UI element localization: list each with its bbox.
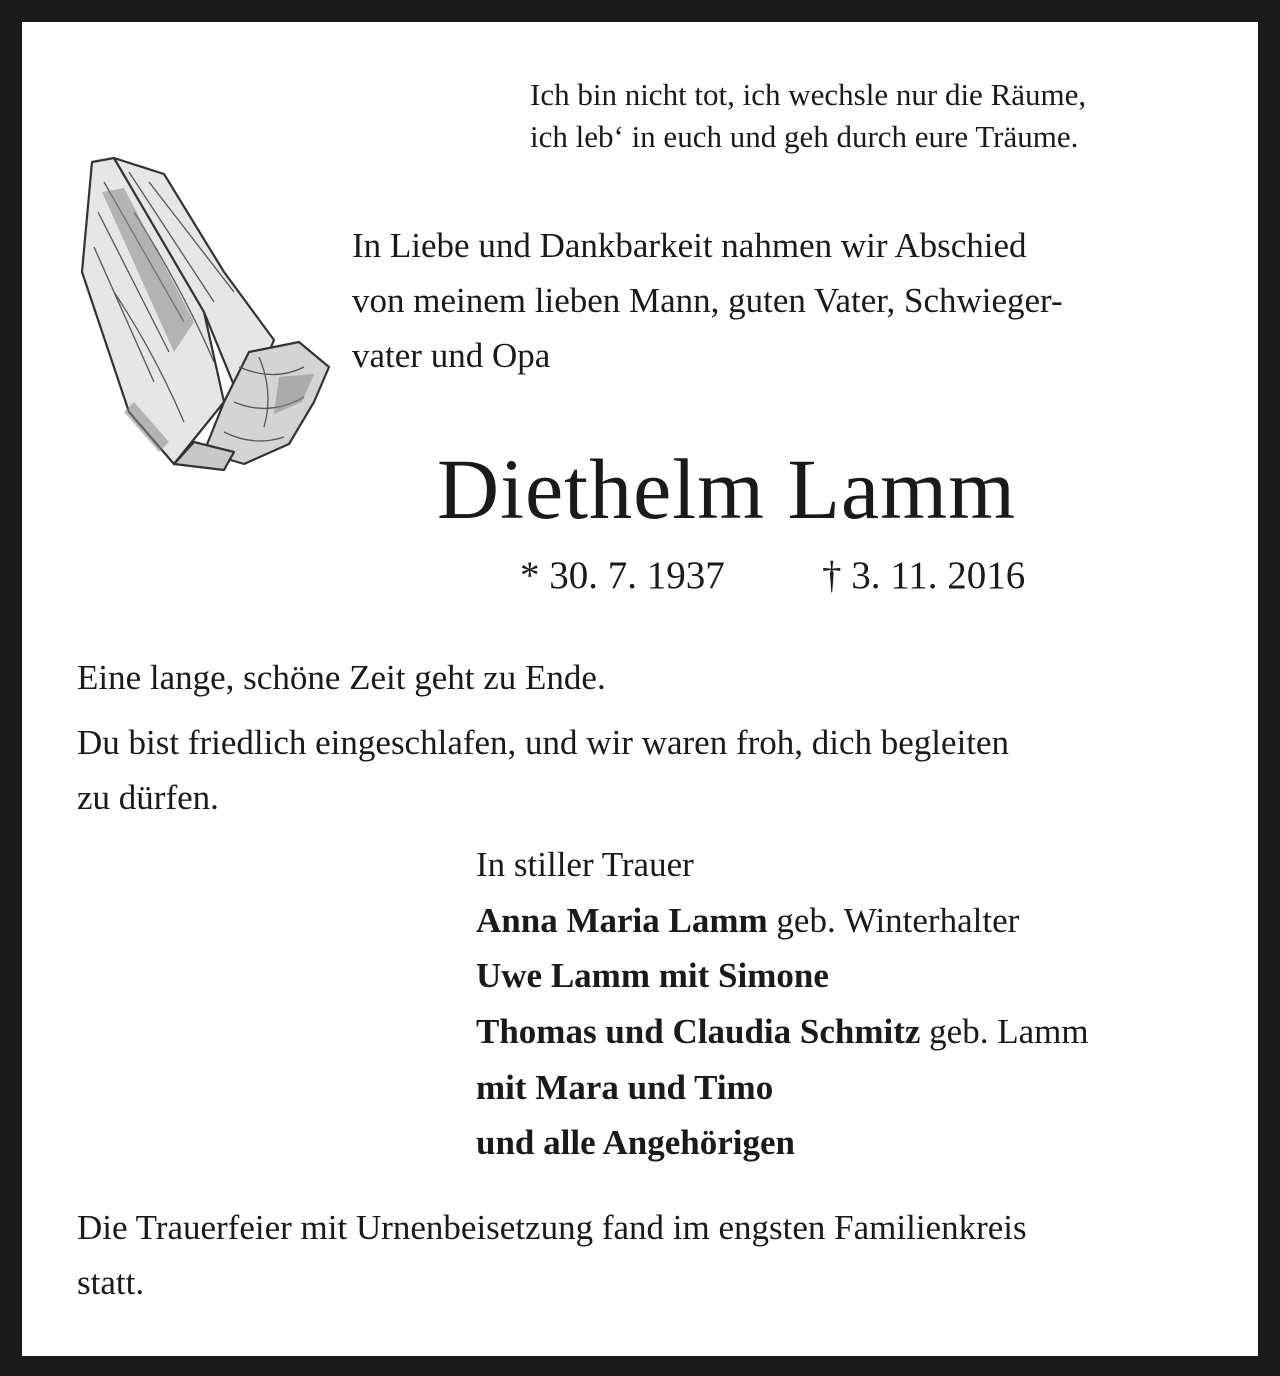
mourner-row-4 bbox=[476, 1060, 773, 1115]
mourner-name: Thomas und Claudia Schmitz bbox=[476, 1012, 921, 1051]
mourner-row-2 bbox=[476, 948, 829, 1003]
message-line-2: Du bist friedlich eingeschlafen, und wir waren froh, dich begleiten bbox=[77, 723, 1010, 762]
footer-line-1: Die Trauerfeier mit Urnenbeisetzung fand im engsten Familienkreis bbox=[77, 1208, 1027, 1247]
intro-line-1: In Liebe und Dankbarkeit nahmen wir Abschied bbox=[352, 226, 1027, 265]
intro-line-2: von meinem lieben Mann, guten Vater, Schwieger- bbox=[352, 281, 1063, 320]
mourner-row-1 bbox=[476, 893, 1019, 948]
mourner-row-5 bbox=[476, 1115, 795, 1170]
mourners-heading: In stiller Trauer bbox=[476, 845, 694, 884]
mourner-name: Uwe Lamm mit Simone bbox=[476, 956, 829, 995]
message-line-3: zu dürfen. bbox=[77, 778, 219, 817]
intro-line-3: vater und Opa bbox=[352, 336, 551, 375]
mourner-name: Anna Maria Lamm bbox=[476, 901, 768, 940]
message-line-1: Eine lange, schöne Zeit geht zu Ende. bbox=[77, 658, 606, 697]
quote-line-1: Ich bin nicht tot, ich wechsle nur die Räume, bbox=[530, 77, 1087, 112]
mourner-name: und alle Angehörigen bbox=[476, 1123, 795, 1162]
death-date: † 3. 11. 2016 bbox=[822, 554, 1026, 597]
mourner-note: geb. Winterhalter bbox=[767, 901, 1020, 940]
mourner-name: mit Mara und Timo bbox=[476, 1068, 774, 1107]
mourner-note: geb. Lamm bbox=[920, 1012, 1089, 1051]
mourner-row-3 bbox=[476, 1004, 1089, 1059]
birth-date: * 30. 7. 1937 bbox=[520, 554, 725, 597]
quote-line-2: ich leb‘ in euch und geh durch eure Träume. bbox=[530, 119, 1079, 154]
footer-line-2: statt. bbox=[77, 1263, 145, 1302]
deceased-name: Diethelm Lamm bbox=[437, 441, 1017, 537]
praying-hands-icon bbox=[74, 152, 334, 472]
obituary-card bbox=[22, 22, 1258, 1356]
